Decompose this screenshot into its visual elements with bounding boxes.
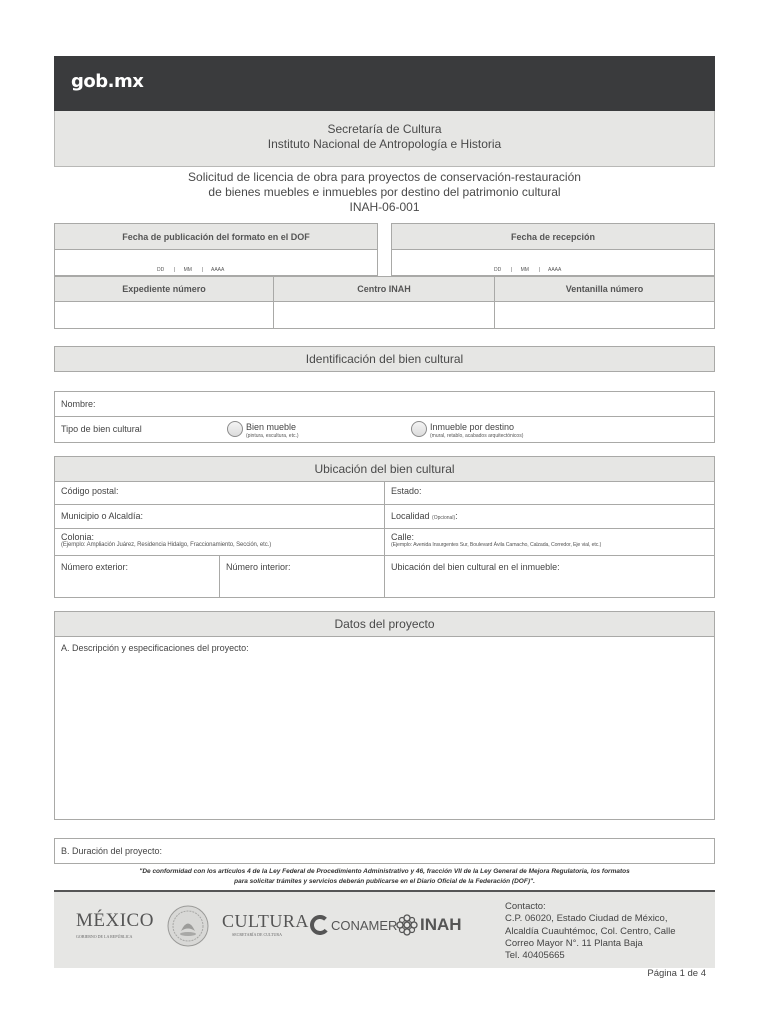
bien-mueble-label[interactable]: Bien mueble [246,422,297,432]
ubicacion-inmueble-field[interactable] [384,555,715,598]
conamer-c-icon [310,915,330,935]
conamer-logo-text: CONAMER [331,917,398,933]
municipio-label: Municipio o Alcaldía: [61,511,144,521]
duracion-field[interactable] [54,838,715,864]
calle-label: Calle: [391,532,415,542]
cultura-logo [222,911,309,937]
gob-mx-logo[interactable]: gob.mx [71,71,144,92]
bien-mueble-hint: (pintura, escultura, etc.) [246,433,299,439]
municipio-field[interactable] [54,504,385,529]
pub-date-label: Fecha de publicación del formato en el DOF [54,223,378,250]
reception-date-field[interactable] [391,249,715,276]
agency-line-2: Instituto Nacional de Antropología e Historia [267,137,502,151]
cultura-logo-text: CULTURA [222,911,309,931]
nombre-field[interactable] [54,391,715,417]
legal-note-line-1: "De conformidad con los artículos 4 de la Ley Federal de Procedimiento Administrativo y 46, fracción VII de la Ley General de Mejora Regulatoria, los formatos [139,868,630,875]
bien-mueble-radio[interactable] [227,421,243,437]
form-title-line-2: de bienes muebles e inmuebles por destino del patrimonio cultural [208,185,561,199]
pub-date-hint: DD | MM | AAAA [157,267,225,273]
tipo-bien-label: Tipo de bien cultural [61,424,142,434]
national-seal-icon [166,904,210,948]
colonia-hint: (Ejemplo: Ampliación Juárez, Residencia Hidalgo, Fraccionamiento, Sección, etc.) [61,542,272,548]
codigo-postal-field[interactable] [54,481,385,505]
mexico-logo [76,910,154,939]
localidad-label: Localidad [391,511,430,521]
numero-exterior-field[interactable] [54,555,220,598]
contact-title: Contacto: [505,901,546,912]
expediente-field[interactable] [54,301,274,329]
ventanilla-label: Ventanilla número [494,276,715,302]
legal-note [54,867,715,887]
localidad-colon: : [455,511,458,521]
nombre-label: Nombre: [61,399,96,409]
ventanilla-field[interactable] [494,301,715,329]
inah-emblem-icon [396,914,418,936]
legal-note-line-2: para solicitar trámites y servicios deberán publicarse en el Diario Oficial de la Federación (DOF)". [234,878,535,885]
calle-field[interactable] [384,528,715,556]
estado-field[interactable] [384,481,715,505]
tipo-bien-row [54,416,715,443]
header-bar [54,56,715,111]
contact-line-2: Alcaldía Cuauhtémoc, Col. Centro, Calle [505,925,676,937]
reception-date-label: Fecha de recepción [391,223,715,250]
inmueble-destino-hint: (mural, retablo, acabados arquitectónicos) [430,433,524,439]
colonia-label: Colonia: [61,532,95,542]
localidad-field[interactable] [384,504,715,529]
contact-phone: Tel. 40405665 [505,950,565,962]
codigo-postal-label: Código postal: [61,486,119,496]
descripcion-field[interactable] [54,636,715,820]
duracion-label: B. Duración del proyecto: [61,846,163,856]
calle-hint: (Ejemplo: Avenida Insurgentes Sur, Boulevard Ávila Camacho, Calzada, Corredor, Eje vial, etc.) [391,542,602,548]
centro-inah-field[interactable] [273,301,495,329]
estado-label: Estado: [391,486,422,496]
numero-exterior-label: Número exterior: [61,562,129,572]
inah-logo [396,914,462,936]
mexico-logo-subtitle: GOBIERNO DE LA REPÚBLICA [76,934,133,939]
reception-date-hint: DD | MM | AAAA [494,267,562,273]
numero-interior-label: Número interior: [226,562,291,572]
agency-line-1: Secretaría de Cultura [327,122,442,136]
inah-logo-text: INAH [420,915,462,934]
colonia-field[interactable] [54,528,385,556]
ubicacion-inmueble-label: Ubicación del bien cultural en el inmueble: [391,562,560,572]
footer [54,892,715,968]
form-title-line-1: Solicitud de licencia de obra para proyectos de conservación-restauración [188,170,581,184]
inmueble-destino-label[interactable]: Inmueble por destino [430,422,515,432]
contact-block [505,901,676,962]
inmueble-destino-radio[interactable] [411,421,427,437]
numero-interior-field[interactable] [219,555,385,598]
centro-inah-label: Centro INAH [273,276,495,302]
expediente-label: Expediente número [54,276,274,302]
proyecto-heading: Datos del proyecto [54,611,715,637]
cultura-logo-subtitle: SECRETARÍA DE CULTURA [232,932,282,937]
localidad-optional: (Opcional) [432,515,456,521]
mexico-logo-text: MÉXICO [76,910,154,931]
contact-line-3: Correo Mayor N°. 11 Planta Baja [505,937,643,949]
identificacion-heading: Identificación del bien cultural [54,346,715,372]
ubicacion-heading: Ubicación del bien cultural [54,456,715,482]
form-code: INAH-06-001 [349,200,420,214]
contact-line-1: C.P. 06020, Estado Ciudad de México, [505,913,668,925]
conamer-logo [310,915,397,935]
pub-date-field[interactable] [54,249,378,276]
descripcion-label: A. Descripción y especificaciones del proyecto: [61,643,249,653]
agency-block [54,111,715,167]
form-title [54,170,715,215]
page-number: Página 1 de 4 [647,968,706,979]
